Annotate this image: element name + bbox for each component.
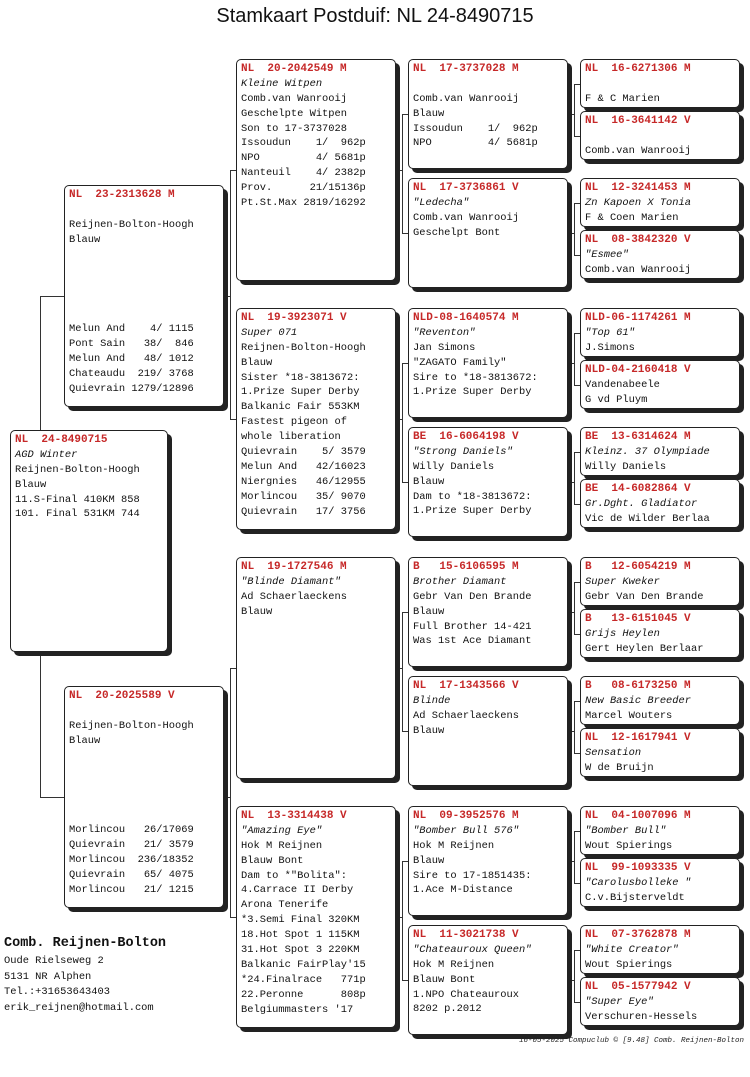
ring-number: NL 24-8490715	[15, 434, 108, 446]
ring-number: NL 04-1007096 M	[585, 810, 691, 822]
pigeon-card	[580, 111, 740, 160]
pigeon-info-line: Melun And 4/ 1115	[69, 323, 194, 336]
ring-number: NL 16-6271306 M	[585, 63, 691, 75]
pigeon-info-line: Comb.van Wanrooij	[585, 263, 692, 276]
pigeon-card	[236, 806, 396, 1028]
pigeon-info-line	[69, 704, 219, 719]
pigeon-card	[580, 557, 740, 606]
pigeon-card	[580, 806, 740, 855]
pigeon-info-line: Issoudun 1/ 962p	[413, 122, 538, 135]
pigeon-info-line: 8202 p.2012	[413, 1003, 482, 1016]
ring-number: B 12-6054219 M	[585, 561, 691, 573]
connector-line	[402, 861, 403, 981]
ring-number: NL 20-2025589 V	[69, 690, 175, 702]
pigeon-card	[408, 557, 568, 667]
pigeon-info-line: G vd Pluym	[585, 393, 648, 406]
owner-name: Comb. Reijnen-Bolton	[4, 936, 167, 951]
pigeon-info-line: Blauw Bont	[241, 854, 304, 867]
pigeon-name: "Carolusbolleke "	[585, 876, 692, 889]
ring-number: NL 17-3737028 M	[413, 63, 519, 75]
pigeon-name: "Reventon"	[413, 326, 476, 339]
connector-line	[402, 114, 403, 234]
ring-number: NL 19-1727546 M	[241, 561, 347, 573]
connector-line	[40, 652, 41, 797]
pigeon-card	[580, 178, 740, 227]
pigeon-info-line: Geschelpt Bont	[413, 226, 501, 239]
pigeon-card	[408, 59, 568, 169]
pigeon-info-line: 22.Peronne 808p	[241, 988, 366, 1001]
pigeon-info-line: Willy Daniels	[413, 460, 495, 473]
pigeon-info-line: Gebr Van Den Brande	[413, 590, 532, 603]
connector-line	[402, 363, 403, 483]
pigeon-name: "Bomber Bull 576"	[413, 824, 520, 837]
pigeon-info-line: 1.Prize Super Derby	[413, 505, 532, 518]
owner-address: Oude Rielseweg 2	[4, 955, 104, 967]
pigeon-info-line: 11.S-Final 410KM 858	[15, 493, 140, 506]
pigeon-name: Blinde	[413, 694, 451, 707]
pigeon-info-line: Willy Daniels	[585, 460, 667, 473]
pigeon-info-line: Vandenabeele	[585, 378, 660, 391]
owner-postal-city: 5131 NR Alphen	[4, 970, 92, 983]
pigeon-info-line: Issoudun 1/ 962p	[241, 137, 366, 150]
pigeon-card	[580, 925, 740, 974]
ring-number: NLD-08-1640574 M	[413, 312, 519, 324]
pigeon-info-line: Balkanic FairPlay'15	[241, 958, 366, 971]
connector-line	[402, 612, 403, 732]
pigeon-info-line: Chateaudu 219/ 3768	[69, 367, 194, 380]
connector-line	[230, 170, 231, 420]
pigeon-info-line: Blauw	[413, 475, 445, 488]
pigeon-card	[408, 178, 568, 288]
pigeon-info-line: Quievrain 21/ 3579	[69, 838, 194, 851]
pigeon-info-line: Belgiummasters '17	[241, 1003, 354, 1016]
footer-credit: 16-05-2025 Compuclub © [9.48] Comb. Reijnen-Bolton	[518, 1037, 744, 1045]
pigeon-info-line: Ad Schaerlaeckens	[413, 709, 520, 722]
pigeon-name: AGD Winter	[15, 448, 78, 461]
pigeon-info-line: Sire to 17-1851435:	[413, 869, 532, 882]
pigeon-info-line	[69, 793, 219, 808]
pigeon-info-line	[69, 203, 219, 218]
pigeon-info-line	[69, 262, 219, 277]
pigeon-name: Grijs Heylen	[585, 627, 660, 640]
pigeon-info-line: *24.Finalrace 771p	[241, 973, 366, 986]
pigeon-card	[408, 925, 568, 1035]
pigeon-info-line: 1.Ace M-Distance	[413, 884, 513, 897]
page-title: Stamkaart Postduif: NL 24-8490715	[216, 5, 534, 27]
pigeon-name: "White Creator"	[585, 943, 679, 956]
pigeon-info-line: Nanteuil 4/ 2382p	[241, 167, 366, 180]
pigeon-info-line: NPO 4/ 5681p	[241, 152, 366, 165]
pigeon-info-line: Ad Schaerlaeckens	[241, 590, 348, 603]
pigeon-card	[580, 427, 740, 476]
pigeon-info-line: W de Bruijn	[585, 761, 654, 774]
pigeon-info-line	[69, 778, 219, 793]
pigeon-info-line: Hok M Reijnen	[241, 839, 323, 852]
connector-line	[574, 701, 575, 754]
pigeon-info-line	[69, 292, 219, 307]
pigeon-name: "Super Eye"	[585, 995, 654, 1008]
pigeon-info-line: Arona Tenerife	[241, 899, 329, 912]
pigeon-info-line: Gert Heylen Berlaar	[585, 642, 704, 655]
pigeon-card	[580, 360, 740, 409]
pigeon-info-line: Comb.van Wanrooij	[413, 211, 520, 224]
pigeon-info-line: Pt.St.Max 2819/16292	[241, 197, 366, 210]
pigeon-info-line: Comb.van Wanrooij	[585, 144, 692, 157]
pigeon-info-line: Verschuren-Hessels	[585, 1010, 698, 1023]
connector-line	[574, 84, 575, 137]
pigeon-info-line: Blauw	[69, 734, 101, 747]
pigeon-info-line: Prov. 21/15136p	[241, 182, 366, 195]
pigeon-card	[64, 185, 224, 407]
ring-number: NL 13-3314438 V	[241, 810, 347, 822]
pigeon-info-line: Morlincou 26/17069	[69, 824, 194, 837]
pigeon-info-line: *3.Semi Final 320KM	[241, 914, 360, 927]
pigeon-card	[236, 557, 396, 779]
pigeon-info-line: Reijnen-Bolton-Hoogh	[15, 463, 140, 476]
ring-number: BE 14-6082864 V	[585, 483, 691, 495]
pigeon-info-line: 1.NPO Chateauroux	[413, 988, 520, 1001]
pigeon-info-line	[69, 248, 219, 263]
pigeon-info-line: Vic de Wilder Berlaa	[585, 512, 710, 525]
pigeon-info-line: Jan Simons	[413, 341, 476, 354]
pigeon-info-line: 1.Prize Super Derby	[413, 386, 532, 399]
pigeon-info-line: whole liberation	[241, 431, 341, 444]
pigeon-info-line: Quievrain 65/ 4075	[69, 868, 194, 881]
ring-number: NL 19-3923071 V	[241, 312, 347, 324]
pigeon-name: Brother Diamant	[413, 575, 507, 588]
pigeon-info-line: Reijnen-Bolton-Hoogh	[69, 719, 194, 732]
pigeon-info-line: "ZAGATO Family"	[413, 356, 507, 369]
connector-line	[574, 203, 575, 256]
pigeon-info-line: Dam to *18-3813672:	[413, 490, 532, 503]
pigeon-card	[408, 427, 568, 537]
connector-line	[574, 333, 575, 386]
pigeon-name: "Ledecha"	[413, 196, 470, 209]
pigeon-info-line: Comb.van Wanrooij	[241, 92, 348, 105]
pigeon-info-line: Quievrain 17/ 3756	[241, 505, 366, 518]
ring-number: NL 09-3952576 M	[413, 810, 519, 822]
connector-line	[574, 452, 575, 505]
pigeon-card	[408, 676, 568, 786]
ring-number: NL 11-3021738 V	[413, 929, 519, 941]
pigeon-info-line: Blauw	[241, 356, 273, 369]
ring-number: B 08-6173250 M	[585, 680, 691, 692]
pigeon-info-line: Sister *18-3813672:	[241, 371, 360, 384]
pigeon-name: "Amazing Eye"	[241, 824, 323, 837]
pigeon-info-line	[69, 277, 219, 292]
pigeon-card	[408, 308, 568, 418]
pigeon-info-line: Wout Spierings	[585, 839, 673, 852]
ring-number: NL 20-2042549 M	[241, 63, 347, 75]
pigeon-name: "Chateauroux Queen"	[413, 943, 532, 956]
pigeon-name: Kleinz. 37 Olympiade	[585, 445, 710, 458]
pigeon-info-line: Marcel Wouters	[585, 709, 673, 722]
connector-line	[574, 831, 575, 884]
pigeon-card	[580, 676, 740, 725]
pigeon-name: "Blinde Diamant"	[241, 575, 341, 588]
pigeon-info-line	[585, 77, 735, 92]
pigeon-name: Zn Kapoen X Tonia	[585, 196, 692, 209]
pigeon-info-line: Blauw	[69, 233, 101, 246]
pigeon-info-line: Morlincou 236/18352	[69, 853, 194, 866]
pigeon-name: "Strong Daniels"	[413, 445, 513, 458]
pigeon-info-line	[69, 808, 219, 823]
pigeon-name: Kleine Witpen	[241, 77, 323, 90]
pigeon-info-line: NPO 4/ 5681p	[413, 137, 538, 150]
pigeon-name: Gr.Dght. Gladiator	[585, 497, 698, 510]
pigeon-info-line: Wout Spierings	[585, 958, 673, 971]
pigeon-card	[580, 728, 740, 777]
pigeon-info-line: Niergnies 46/12955	[241, 475, 366, 488]
pigeon-card	[236, 59, 396, 281]
pigeon-info-line: 31.Hot Spot 3 220KM	[241, 944, 360, 957]
pigeon-card	[580, 59, 740, 108]
pigeon-info-line: Morlincou 35/ 9070	[241, 490, 366, 503]
pigeon-info-line: Blauw	[241, 605, 273, 618]
pigeon-card	[580, 858, 740, 907]
ring-number: B 13-6151045 V	[585, 613, 691, 625]
ring-number: NL 12-1617941 V	[585, 732, 691, 744]
pigeon-info-line: Quievrain 1279/12896	[69, 382, 194, 395]
ring-number: NL 05-1577942 V	[585, 981, 691, 993]
ring-number: NLD-04-2160418 V	[585, 364, 691, 376]
pigeon-info-line: Quievrain 5/ 3579	[241, 446, 366, 459]
connector-line	[40, 296, 41, 430]
pigeon-info-line: 18.Hot Spot 1 115KM	[241, 929, 360, 942]
pigeon-info-line: Hok M Reijnen	[413, 958, 495, 971]
ring-number: NL 08-3842320 V	[585, 234, 691, 246]
pigeon-info-line: 1.Prize Super Derby	[241, 386, 360, 399]
ring-number: NL 23-2313628 M	[69, 189, 175, 201]
pigeon-name: "Esmee"	[585, 248, 629, 261]
pigeon-info-line: Dam to *"Bolita":	[241, 869, 348, 882]
pigeon-card	[580, 479, 740, 528]
ring-number: B 15-6106595 M	[413, 561, 519, 573]
connector-line	[40, 797, 64, 798]
pigeon-info-line: Geschelpte Witpen	[241, 107, 348, 120]
pigeon-info-line: Blauw	[413, 605, 445, 618]
pigeon-card	[580, 609, 740, 658]
pigeon-info-line	[585, 129, 735, 144]
ring-number: NL 99-1093335 V	[585, 862, 691, 874]
pigeon-info-line: Comb.van Wanrooij	[413, 92, 520, 105]
pigeon-card	[10, 430, 168, 652]
ring-number: NL 07-3762878 M	[585, 929, 691, 941]
pigeon-info-line: Blauw	[15, 478, 47, 491]
pigeon-info-line: Melun And 48/ 1012	[69, 352, 194, 365]
pigeon-info-line: Blauw	[413, 724, 445, 737]
pigeon-card	[408, 806, 568, 916]
pigeon-info-line: Balkanic Fair 553KM	[241, 401, 360, 414]
connector-line	[40, 296, 64, 297]
pigeon-info-line: Fastest pigeon of	[241, 416, 348, 429]
owner-email: erik_reijnen@hotmail.com	[4, 1001, 154, 1014]
pigeon-info-line: C.v.Bijsterveldt	[585, 891, 685, 904]
owner-phone: Tel.:+31653643403	[4, 986, 111, 998]
pigeon-info-line: Melun And 42/16023	[241, 460, 366, 473]
pigeon-card	[580, 230, 740, 279]
pigeon-info-line: Reijnen-Bolton-Hoogh	[69, 218, 194, 231]
pigeon-info-line: Blauw	[413, 107, 445, 120]
pigeon-name: "Top 61"	[585, 326, 635, 339]
ring-number: NLD-06-1174261 M	[585, 312, 691, 324]
pigeon-card	[580, 308, 740, 357]
connector-line	[230, 668, 231, 918]
pigeon-info-line: 101. Final 531KM 744	[15, 508, 140, 521]
pigeon-info-line: Blauw	[413, 854, 445, 867]
pigeon-name: Sensation	[585, 746, 642, 759]
pigeon-info-line	[69, 763, 219, 778]
pigeon-card	[64, 686, 224, 908]
pigeon-info-line: F & C Marien	[585, 92, 660, 105]
ring-number: BE 13-6314624 M	[585, 431, 691, 443]
pigeon-info-line	[69, 749, 219, 764]
ring-number: NL 17-1343566 V	[413, 680, 519, 692]
pigeon-info-line: 4.Carrace II Derby	[241, 884, 354, 897]
pigeon-info-line	[69, 307, 219, 322]
pigeon-info-line: Gebr Van Den Brande	[585, 590, 704, 603]
pigeon-info-line: Son to 17-3737028	[241, 122, 348, 135]
pigeon-info-line: Pont Sain 38/ 846	[69, 337, 194, 350]
pigeon-info-line: Sire to *18-3813672:	[413, 371, 538, 384]
pigeon-name: Super 071	[241, 326, 298, 339]
pigeon-info-line: Full Brother 14-421	[413, 620, 532, 633]
pigeon-info-line: F & Coen Marien	[585, 211, 679, 224]
pigeon-name: Super Kweker	[585, 575, 660, 588]
ring-number: NL 12-3241453 M	[585, 182, 691, 194]
owner-block	[4, 934, 166, 1016]
connector-line	[574, 950, 575, 1003]
connector-line	[574, 582, 575, 635]
pigeon-info-line: Blauw Bont	[413, 973, 476, 986]
ring-number: BE 16-6064198 V	[413, 431, 519, 443]
pigeon-info-line: Hok M Reijnen	[413, 839, 495, 852]
pigeon-name: New Basic Breeder	[585, 694, 692, 707]
pigeon-card	[236, 308, 396, 530]
pigeon-info-line: Reijnen-Bolton-Hoogh	[241, 341, 366, 354]
pigeon-info-line	[413, 77, 563, 92]
pigeon-card	[580, 977, 740, 1026]
ring-number: NL 16-3641142 V	[585, 115, 691, 127]
pigeon-info-line: Was 1st Ace Diamant	[413, 635, 532, 648]
pigeon-info-line: J.Simons	[585, 341, 635, 354]
pigeon-name: "Bomber Bull"	[585, 824, 667, 837]
pigeon-info-line: Morlincou 21/ 1215	[69, 883, 194, 896]
ring-number: NL 17-3736861 V	[413, 182, 519, 194]
